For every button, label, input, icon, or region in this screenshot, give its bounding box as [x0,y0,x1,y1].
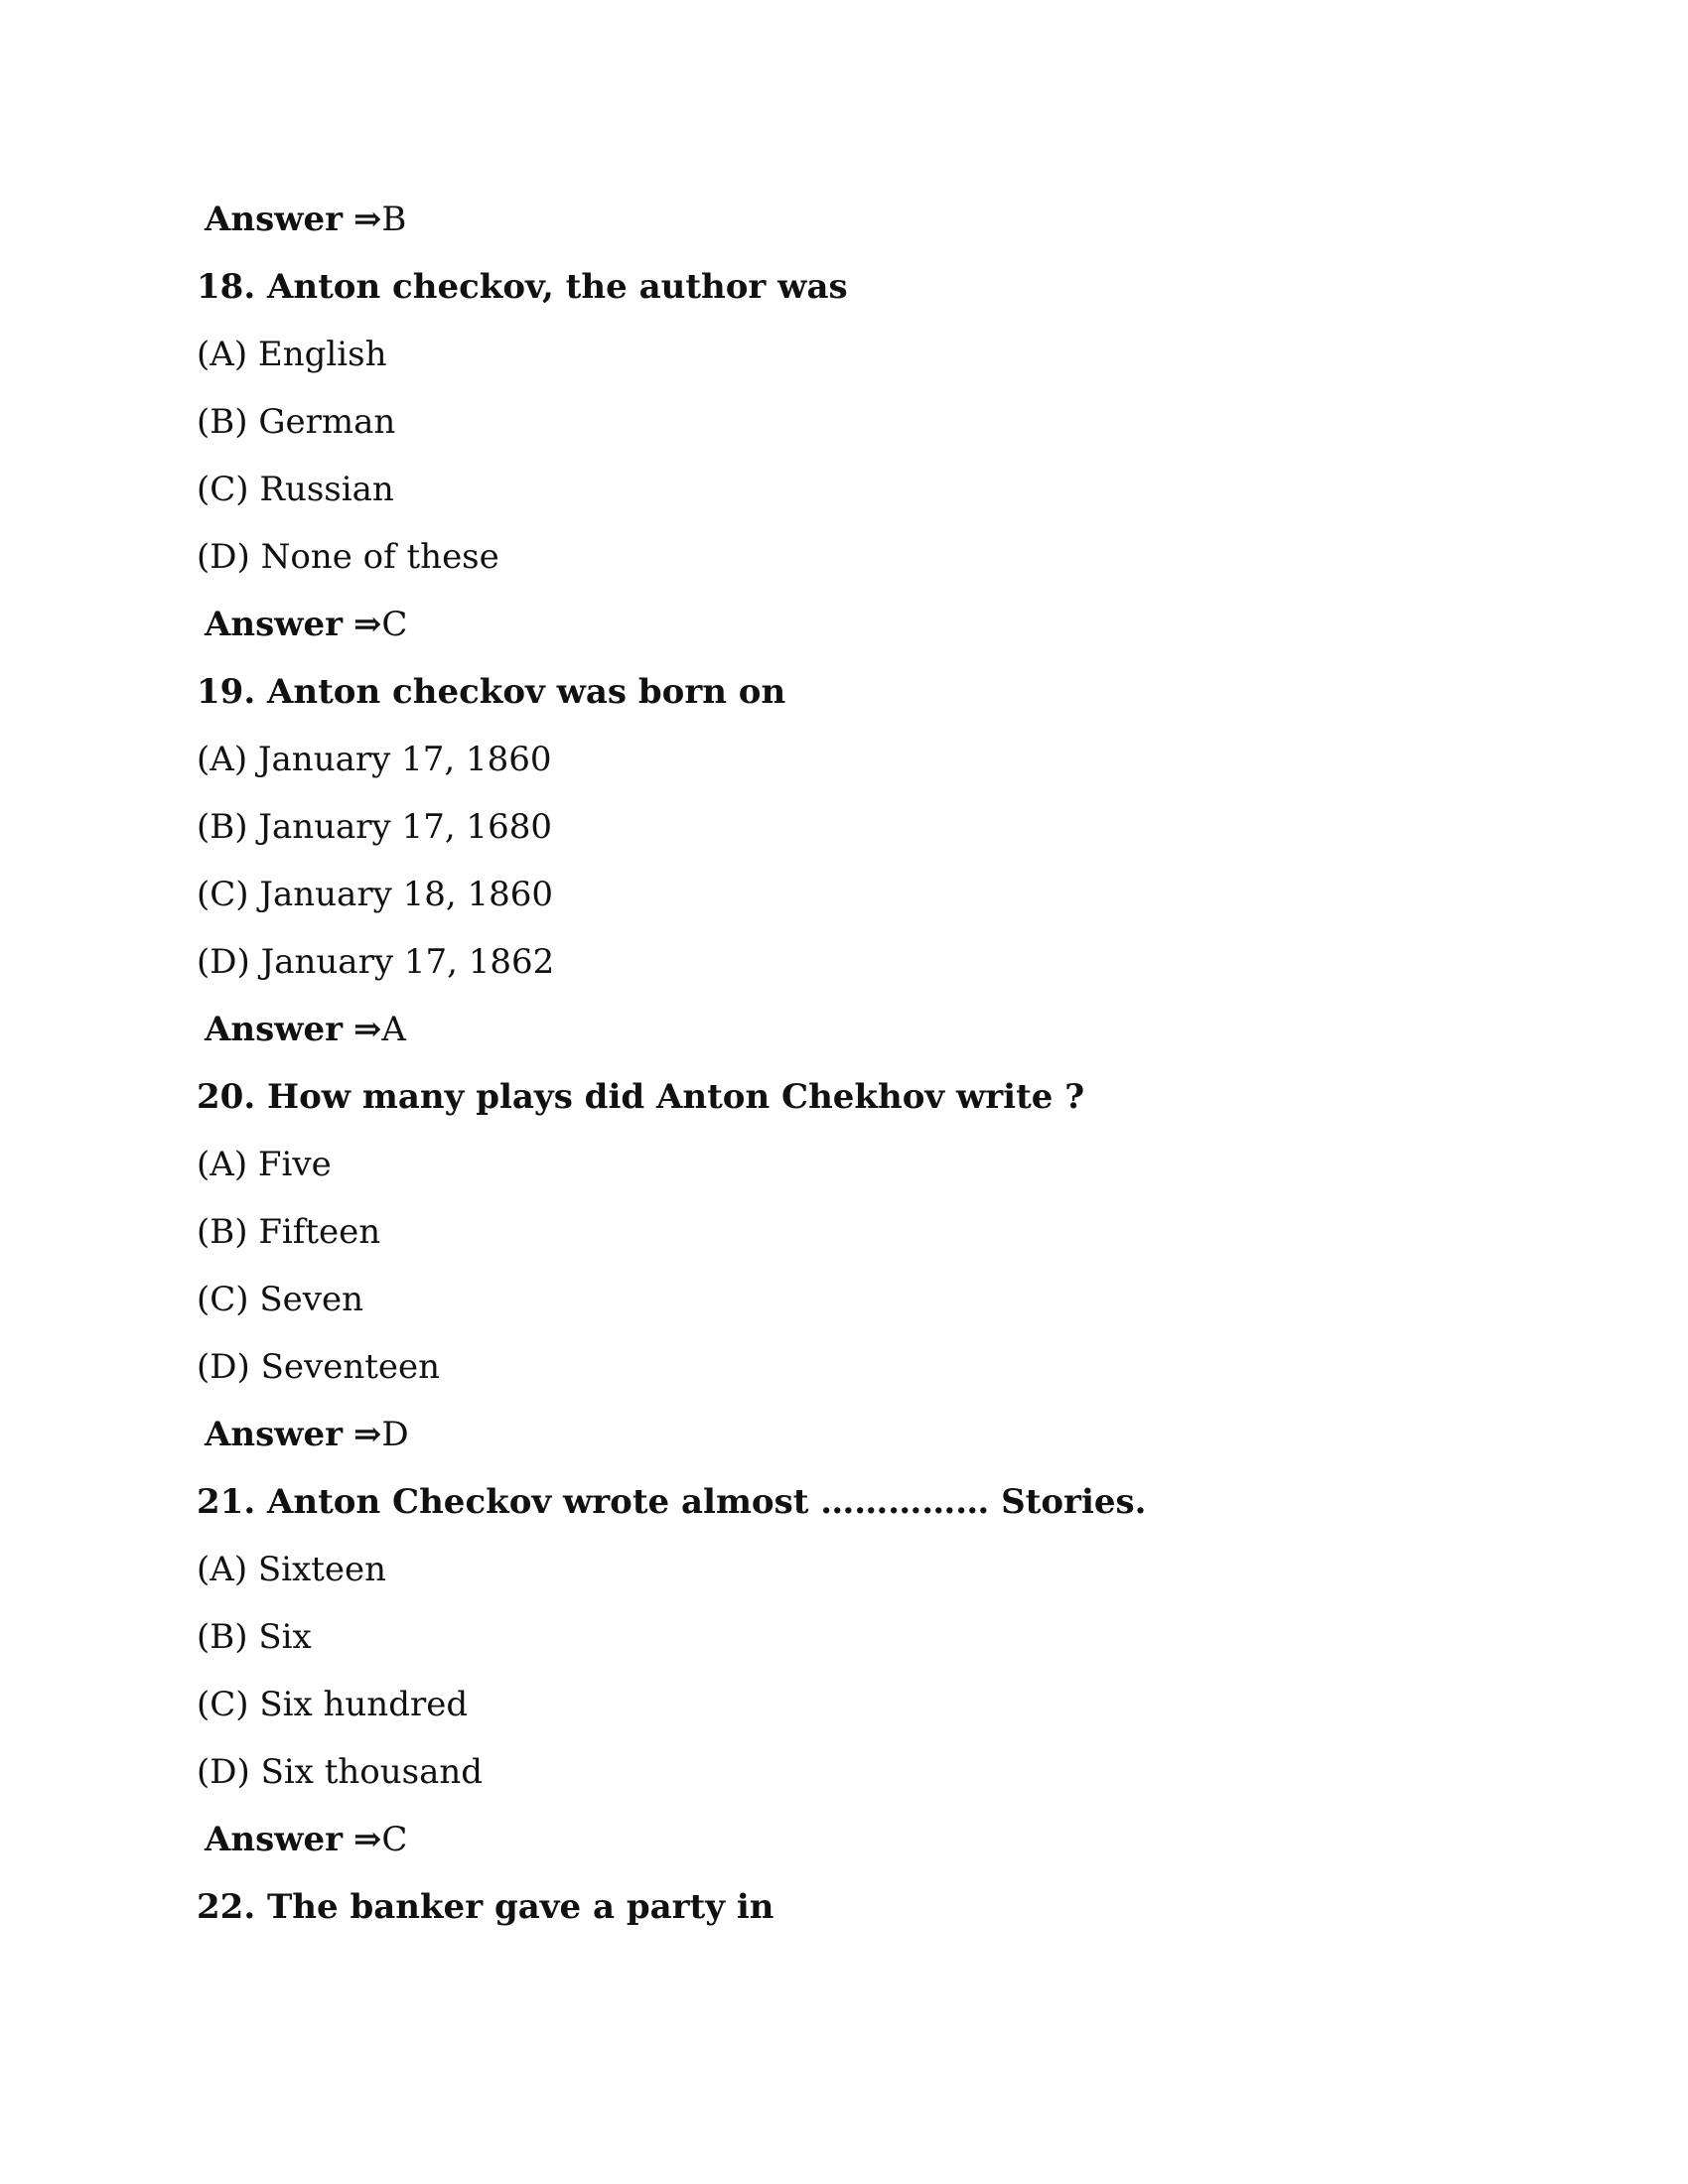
answer-label: Answer [205,605,344,644]
option: (B) Fifteen [197,1212,381,1252]
option: (C) Seven [197,1280,363,1319]
answer-label: Answer [205,1010,344,1049]
answer-arrow: ⇒ [352,1820,382,1859]
answer-line [205,598,407,651]
answer-line [205,1408,409,1461]
option: (D) None of these [197,537,499,577]
option: (D) January 17, 1862 [197,942,555,982]
answer-arrow: ⇒ [352,1415,382,1454]
option: (B) January 17, 1680 [197,807,552,847]
answer-letter: B [381,200,407,239]
answer-line [205,1813,407,1866]
answer-line [205,1003,406,1056]
option: (A) Sixteen [197,1550,387,1589]
option: (B) Six [197,1617,312,1657]
option: (A) Five [197,1145,332,1184]
question-19: 19. Anton checkov was born on [197,672,786,712]
option: (B) German [197,402,396,442]
answer-letter: D [381,1415,409,1454]
answer-letter: A [381,1010,406,1049]
answer-letter: C [381,605,408,644]
option: (C) Six hundred [197,1685,469,1724]
question-21: 21. Anton Checkov wrote almost …………… Stories. [197,1482,1147,1522]
option: (D) Six thousand [197,1752,484,1792]
answer-label: Answer [205,1415,344,1454]
option: (A) English [197,335,387,374]
answer-label: Answer [205,1820,344,1859]
answer-letter: C [381,1820,408,1859]
question-20: 20. How many plays did Anton Chekhov write ? [197,1077,1085,1117]
answer-arrow: ⇒ [352,200,382,239]
question-22: 22. The banker gave a party in [197,1887,774,1927]
answer-line [205,193,406,246]
answer-arrow: ⇒ [352,605,382,644]
answer-arrow: ⇒ [352,1010,382,1049]
question-18: 18. Anton checkov, the author was [197,267,848,307]
option: (C) January 18, 1860 [197,875,553,914]
option: (C) Russian [197,470,394,509]
option: (A) January 17, 1860 [197,740,552,779]
answer-label: Answer [205,200,344,239]
option: (D) Seventeen [197,1347,441,1387]
